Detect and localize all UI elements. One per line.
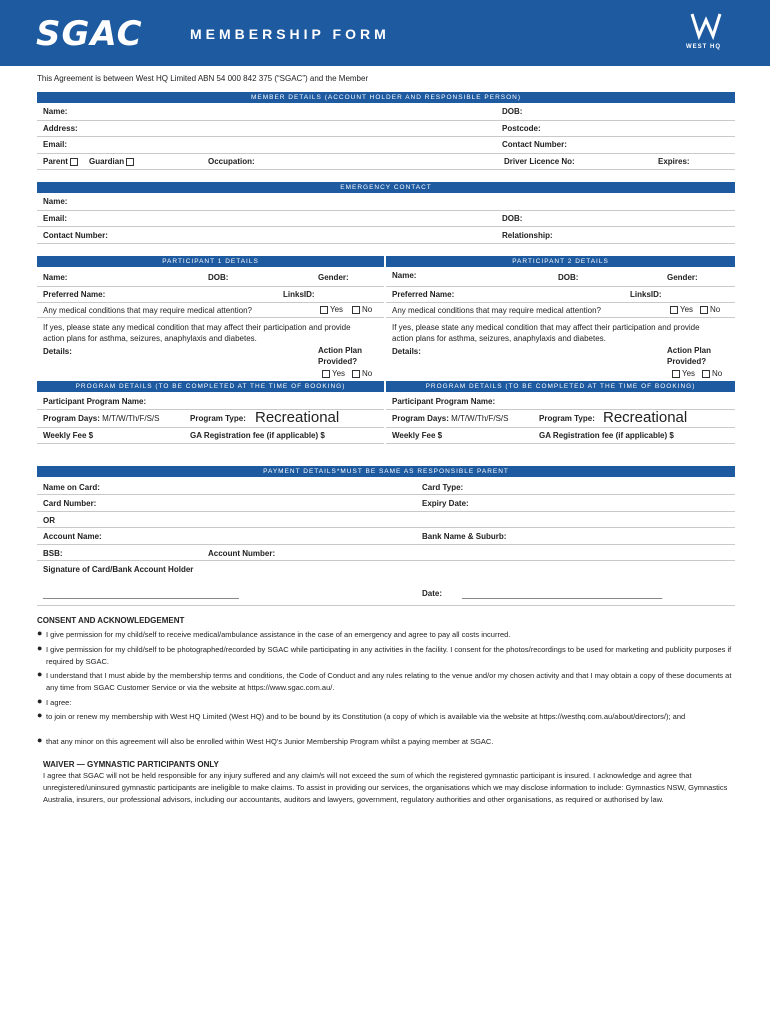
expiry-date-label: Expiry Date: xyxy=(422,499,469,508)
participant-1-plan-no-checkbox[interactable] xyxy=(352,370,360,378)
participant-2-program-bar: PROGRAM DETAILS (TO BE COMPLETED AT THE TIME OF BOOKING) xyxy=(386,381,735,392)
participant-1-program-bar: PROGRAM DETAILS (TO BE COMPLETED AT THE TIME OF BOOKING) xyxy=(37,381,384,392)
participant-2-plan-yes-checkbox[interactable] xyxy=(672,370,680,378)
participant-1-medical-question: Any medical conditions that may require medical attention? xyxy=(43,306,252,315)
participant-2-gender-label: Gender: xyxy=(667,273,698,282)
participant-2-medical-no-checkbox[interactable] xyxy=(700,306,708,314)
participant-2-medical-yes-checkbox[interactable] xyxy=(670,306,678,314)
card-type-label: Card Type: xyxy=(422,483,464,492)
emergency-name-row[interactable] xyxy=(37,194,735,211)
participant-1-plan-yes-checkbox[interactable] xyxy=(322,370,330,378)
sgac-logo: SGAC xyxy=(36,14,143,54)
emergency-contact-label: Contact Number: xyxy=(43,231,108,240)
member-address-row[interactable] xyxy=(37,120,735,137)
west-hq-label: WEST HQ xyxy=(686,44,721,50)
name-on-card-label: Name on Card: xyxy=(43,483,100,492)
participant-2-program-name-label: Participant Program Name: xyxy=(392,397,496,406)
member-name-row[interactable] xyxy=(37,104,735,121)
consent-title: CONSENT AND ACKNOWLEDGEMENT xyxy=(37,616,185,625)
member-address-label: Address: xyxy=(43,124,78,133)
participant-2-bar: PARTICIPANT 2 DETAILS xyxy=(386,256,735,267)
participant-2-program-type-label: Program Type: xyxy=(539,414,595,423)
payment-bsb-row[interactable] xyxy=(37,544,735,561)
participant-2-details-label: Details: xyxy=(392,347,421,356)
participant-2-plan-yes[interactable] xyxy=(672,369,695,378)
participant-2-linksid-label: LinksID: xyxy=(630,290,662,299)
participant-2-medical-yes[interactable] xyxy=(670,305,693,314)
divider xyxy=(37,605,735,606)
agreement-line: This Agreement is between West HQ Limited ABN 54 000 842 375 (“SGAC”) and the Member xyxy=(37,74,369,83)
member-details-bar: MEMBER DETAILS (ACCOUNT HOLDER AND RESPONSIBLE PERSON) xyxy=(37,92,735,103)
participant-2-ifyes-text: If yes, please state any medical condition that may affect their participation and provide action plans for asthma, seizures, anaphylaxis and diabetes. xyxy=(392,323,700,343)
member-licence-label: Driver Licence No: xyxy=(504,157,575,166)
no-label: No xyxy=(362,305,373,314)
participant-2-medical-no[interactable] xyxy=(700,305,720,314)
participant-2-action-plan-label: Action Plan xyxy=(667,346,712,355)
participant-1-gender-label: Gender: xyxy=(318,273,349,282)
member-dob-label: DOB: xyxy=(502,107,523,116)
no-label: No xyxy=(712,369,723,378)
guardian-checkbox[interactable] xyxy=(126,158,134,166)
participant-1-medical-no-checkbox[interactable] xyxy=(352,306,360,314)
west-hq-logo-icon xyxy=(688,10,724,40)
member-email-label: Email: xyxy=(43,140,68,149)
emergency-relationship-label: Relationship: xyxy=(502,231,553,240)
participant-2-ga-fee-label: GA Registration fee (if applicable) $ xyxy=(539,431,674,440)
bullet-icon: ● xyxy=(37,628,43,638)
date-line[interactable]: _____________________________________________ xyxy=(462,590,663,599)
emergency-email-label: Email: xyxy=(43,214,68,223)
yes-label: Yes xyxy=(682,369,696,378)
participant-1-medical-yes[interactable] xyxy=(320,305,343,314)
consent-bullet-4: I agree: xyxy=(46,698,72,707)
payment-card-name-row[interactable] xyxy=(37,478,735,495)
bullet-icon: ● xyxy=(37,669,43,679)
participant-2-name-label: Name: xyxy=(392,271,417,280)
yes-label: Yes xyxy=(680,305,694,314)
program-days-value: M/T/W/Th/F/S/S xyxy=(102,414,160,423)
member-email-row[interactable] xyxy=(37,137,735,154)
participant-1-dob-label: DOB: xyxy=(208,273,229,282)
member-postcode-label: Postcode: xyxy=(502,124,541,133)
participant-1-program-name-label: Participant Program Name: xyxy=(43,397,147,406)
signature-line[interactable]: ____________________________________________ xyxy=(43,590,239,599)
waiver-text: I agree that SGAC will not be held responsible for any injury suffered and any claim/s will not exceed the sum of which the registered gymnastic participant is insured. I acknowledge and agree that unregistered/uninsured gymnastic participants are ineligible to make claims. To assist in providing our services, the organisations which we may disclose information to include: Gymnastics NSW, Gymnastics Australia, insurers, our professional advisors, including our accountants, auditors and lawyers, government, regulatory authorities and other organisations, as required or authorised by law. xyxy=(43,771,728,804)
participant-2-plan-no-checkbox[interactable] xyxy=(702,370,710,378)
consent-bullet-1: I give permission for my child/self to receive medical/ambulance assistance in the case of an emergency and agree to pay all costs incurred. xyxy=(46,630,511,639)
guardian-option[interactable] xyxy=(89,157,136,166)
participant-2-program-type-value[interactable]: Recreational xyxy=(603,409,688,426)
participant-2-provided-label: Provided? xyxy=(667,357,707,366)
emergency-name-label: Name: xyxy=(43,197,68,206)
no-label: No xyxy=(710,305,721,314)
waiver-title: WAIVER — GYMNASTIC PARTICIPANTS ONLY xyxy=(43,760,219,769)
participant-1-medical-yes-checkbox[interactable] xyxy=(320,306,328,314)
participant-1-bar: PARTICIPANT 1 DETAILS xyxy=(37,256,384,267)
member-parent-row xyxy=(37,153,735,170)
signature-label: Signature of Card/Bank Account Holder xyxy=(43,565,194,574)
bullet-icon: ● xyxy=(37,643,43,653)
participant-1-provided-label: Provided? xyxy=(318,357,358,366)
participant-1-program-type-value[interactable]: Recreational xyxy=(255,409,340,426)
form-title: MEMBERSHIP FORM xyxy=(190,26,390,42)
card-number-label: Card Number: xyxy=(43,499,97,508)
bsb-label: BSB: xyxy=(43,549,63,558)
emergency-email-row[interactable] xyxy=(37,210,735,227)
participant-1-ifyes-text: If yes, please state any medical condition that may affect their participation and provide action plans for asthma, seizures, anaphylaxis and diabetes. xyxy=(43,323,351,343)
consent-bullet-2: I give permission for my child/self to be photographed/recorded by SGAC while participating in any activities in the facility. I consent for the photos/recordings to be used for marketing and publicity purposes if required by SGAC. xyxy=(46,645,732,666)
bullet-icon: ● xyxy=(37,696,43,706)
participant-2-dob-label: DOB: xyxy=(558,273,579,282)
guardian-label: Guardian xyxy=(89,157,125,166)
parent-label: Parent xyxy=(43,157,68,166)
participant-2-weekly-fee-label: Weekly Fee $ xyxy=(392,431,443,440)
bank-name-label: Bank Name & Suburb: xyxy=(422,532,507,541)
member-expires-label: Expires: xyxy=(658,157,690,166)
participant-2-medical-question: Any medical conditions that may require medical attention? xyxy=(392,306,601,315)
member-name-label: Name: xyxy=(43,107,68,116)
participant-1-program-type-label: Program Type: xyxy=(190,414,246,423)
participant-1-weekly-fee-label: Weekly Fee $ xyxy=(43,431,94,440)
participant-1-preferred-label: Preferred Name: xyxy=(43,290,106,299)
divider xyxy=(37,317,384,318)
participant-2-plan-no[interactable] xyxy=(702,369,722,378)
payment-account-row[interactable] xyxy=(37,528,735,545)
payment-details-bar: PAYMENT DETAILS*MUST BE SAME AS RESPONSIBLE PARENT xyxy=(37,466,735,477)
participant-1-plan-no[interactable] xyxy=(352,369,372,378)
payment-card-number-row[interactable] xyxy=(37,495,735,512)
program-days-value: M/T/W/Th/F/S/S xyxy=(451,414,509,423)
account-number-label: Account Number: xyxy=(208,549,276,558)
participant-2-preferred-label: Preferred Name: xyxy=(392,290,455,299)
member-occupation-label: Occupation: xyxy=(208,157,255,166)
participant-1-plan-yes[interactable] xyxy=(322,369,345,378)
bullet-icon: ● xyxy=(37,710,43,720)
consent-bullet-5: to join or renew my membership with West HQ Limited (West HQ) and to be bound by its Constitution (a copy of which is available via the website at https://westhq.com.au/about/directors/); and xyxy=(46,712,686,721)
program-days-label: Program Days: xyxy=(43,414,100,423)
participant-2-program-days xyxy=(392,414,509,423)
account-name-label: Account Name: xyxy=(43,532,102,541)
member-contact-label: Contact Number: xyxy=(502,140,567,149)
program-days-label: Program Days: xyxy=(392,414,449,423)
bullet-icon: ● xyxy=(37,735,43,745)
parent-checkbox[interactable] xyxy=(70,158,78,166)
no-label: No xyxy=(362,369,373,378)
participant-1-name-label: Name: xyxy=(43,273,68,282)
date-label: Date: xyxy=(422,589,443,598)
or-label: OR xyxy=(43,516,55,525)
emergency-dob-label: DOB: xyxy=(502,214,523,223)
participant-1-ga-fee-label: GA Registration fee (if applicable) $ xyxy=(190,431,325,440)
participant-1-medical-no[interactable] xyxy=(352,305,372,314)
parent-option[interactable] xyxy=(43,157,80,166)
participant-1-details-label: Details: xyxy=(43,347,72,356)
yes-label: Yes xyxy=(332,369,346,378)
consent-bullet-3: I understand that I must abide by the membership terms and conditions, the Code of Conduct and any rules relating to the venue and/or my chosen activity and that I may obtain a copy of these documents at any time from SGAC Customer Service or via the website at https://www.sgac.com.au/. xyxy=(46,671,732,692)
divider xyxy=(386,317,735,318)
emergency-contact-row[interactable] xyxy=(37,227,735,244)
emergency-contact-bar: EMERGENCY CONTACT xyxy=(37,182,735,193)
yes-label: Yes xyxy=(330,305,344,314)
participant-1-linksid-label: LinksID: xyxy=(283,290,315,299)
consent-bullet-6: that any minor on this agreement will also be enrolled within West HQ’s Junior Membership Program whilst a paying member at SGAC. xyxy=(46,737,494,746)
participant-1-action-plan-label: Action Plan xyxy=(318,346,363,355)
payment-or-row xyxy=(37,511,735,528)
participant-1-program-days xyxy=(43,414,160,423)
